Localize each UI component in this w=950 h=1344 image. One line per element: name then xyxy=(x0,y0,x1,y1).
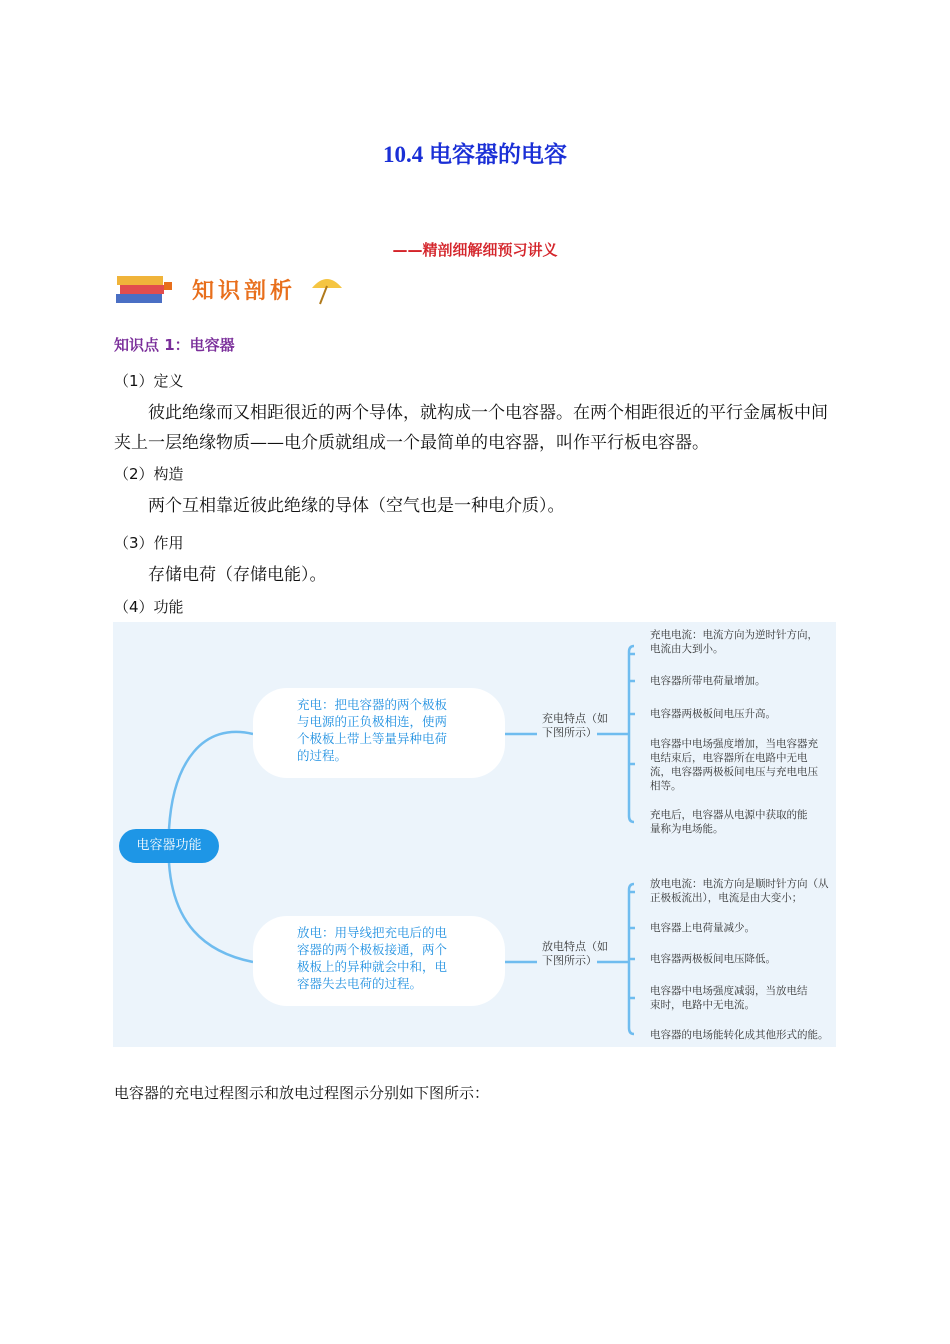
knowledge-point-heading: 知识点 1：电容器 xyxy=(114,336,235,354)
section-body-structure: 两个互相靠近彼此绝缘的导体（空气也是一种电介质）。 xyxy=(148,496,565,516)
discharge-line: 容器失去电荷的过程。 xyxy=(297,976,423,991)
knowledge-banner xyxy=(114,268,344,310)
charge-line: 的过程。 xyxy=(297,748,348,763)
leaf-line: 电容器中电场强度减弱，当放电结 xyxy=(650,985,808,997)
capacitor-function-mindmap xyxy=(113,622,836,1047)
charge-line: 个极板上带上等量异种电荷 xyxy=(297,731,448,746)
section-heading-definition: （1）定义 xyxy=(114,372,184,390)
mindmap-root: 电容器功能 xyxy=(119,829,219,863)
leaf-line: 量称为电场能。 xyxy=(650,823,724,835)
leaf-line: 电容器中电场强度增加，当电容器充 xyxy=(650,738,818,750)
charge-leaf xyxy=(650,628,840,656)
discharge-leaf xyxy=(650,921,840,935)
leaf-line: 充电后，电容器从电源中获取的能 xyxy=(650,809,808,821)
umbrella-icon xyxy=(310,272,344,306)
leaf-line: 电容器的电场能转化成其他形式的能。 xyxy=(650,1029,829,1041)
section-heading-structure: （2）构造 xyxy=(114,465,184,483)
page-subtitle: ——精剖细解细预习讲义 xyxy=(392,241,558,259)
discharge-leaf xyxy=(650,952,840,966)
section-heading-role: （3）作用 xyxy=(114,534,184,552)
leaf-line: 电容器两极板间电压降低。 xyxy=(650,953,776,965)
charge-line: 与电源的正负极相连，使两 xyxy=(297,714,448,729)
leaf-line: 电结束后，电容器所在电路中无电 xyxy=(650,752,808,764)
discharge-line: 放电：用导线把充电后的电 xyxy=(297,925,448,940)
leaf-line: 电容器两极板间电压升高。 xyxy=(650,708,776,720)
discharge-line: 极板上的异种就会中和，电 xyxy=(297,959,448,974)
discharge-features-line: 放电特点（如 xyxy=(542,940,608,953)
discharge-leaf xyxy=(650,1028,840,1042)
books-icon xyxy=(114,268,194,310)
discharge-leaf xyxy=(650,877,840,905)
leaf-line: 正极板流出），电流是由大变小； xyxy=(650,892,803,904)
charge-leaf xyxy=(650,707,840,721)
discharge-features-label xyxy=(542,940,612,968)
discharge-bubble xyxy=(253,916,505,1006)
section-heading-function: （4）功能 xyxy=(114,598,184,616)
figure-caption: 电容器的充电过程图示和放电过程图示分别如下图所示： xyxy=(114,1084,490,1102)
section-body-definition: 彼此绝缘而又相距很近的两个导体，就构成一个电容器。在两个相距很近的平行金属板中间夹上一层绝缘物质——电介质就组成一个最简单的电容器，叫作平行板电容器。 xyxy=(114,403,828,453)
charge-leaf xyxy=(650,674,840,688)
charge-leaf xyxy=(650,808,840,836)
leaf-line: 流，电容器两极板间电压与充电电压 xyxy=(650,766,818,778)
charge-features-label xyxy=(542,712,612,740)
charge-features-line: 充电特点（如 xyxy=(542,712,608,725)
discharge-leaf xyxy=(650,984,840,1012)
charge-bubble xyxy=(253,688,505,778)
banner-text: 知识剖析 xyxy=(192,279,297,304)
leaf-line: 相等。 xyxy=(650,780,682,792)
charge-line: 充电：把电容器的两个极板 xyxy=(297,697,448,712)
charge-features-line: 下图所示） xyxy=(542,726,597,739)
leaf-line: 束时，电路中无电流。 xyxy=(650,999,755,1011)
leaf-line: 放电电流：电流方向是顺时针方向（从 xyxy=(650,878,829,890)
discharge-line: 容器的两个极板接通，两个 xyxy=(297,942,448,957)
page-title: 10.4 电容器的电容 xyxy=(383,142,567,167)
leaf-line: 电流由大到小。 xyxy=(650,643,724,655)
discharge-features-line: 下图所示） xyxy=(542,954,597,967)
leaf-line: 电容器上电荷量减少。 xyxy=(650,922,755,934)
section-body-role: 存储电荷（存储电能）。 xyxy=(148,565,327,585)
leaf-line: 充电电流：电流方向为逆时针方向， xyxy=(650,629,818,641)
charge-leaf xyxy=(650,737,840,793)
leaf-line: 电容器所带电荷量增加。 xyxy=(650,675,766,687)
